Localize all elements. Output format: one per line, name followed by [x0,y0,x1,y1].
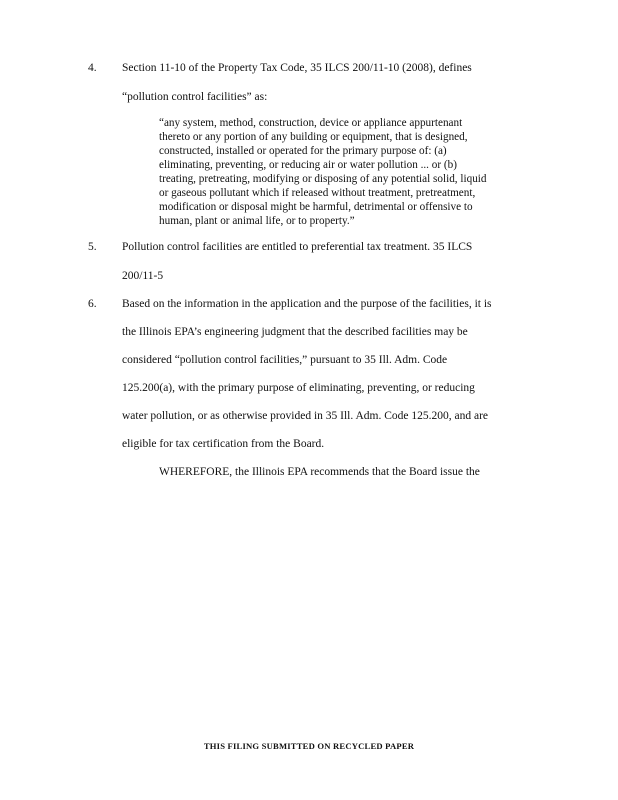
paragraph-line: considered “pollution control facilities,” pursuant to 35 Ill. Adm. Code [122,354,448,366]
quote-line: human, plant or animal life, or to property.” [159,215,355,227]
paragraph-line: water pollution, or as otherwise provided in 35 Ill. Adm. Code 125.200, and are [122,410,489,422]
quote-line: modification or disposal might be harmful, detrimental or offensive to [159,201,473,213]
page-footer: THIS FILING SUBMITTED ON RECYCLED PAPER [203,741,415,751]
paragraph-line: eligible for tax certification from the Board. [122,438,325,450]
paragraph-line: the Illinois EPA’s engineering judgment that the described facilities may be [122,326,468,338]
paragraph-line: 200/11-5 [122,270,164,282]
quote-line: constructed, installed or operated for the primary purpose of: (a) [159,145,447,157]
paragraph-line: Based on the information in the application and the purpose of the facilities, it is [122,298,492,310]
wherefore-line: WHEREFORE, the Illinois EPA recommends that the Board issue the [159,466,480,478]
quote-line: thereto or any portion of any building or equipment, that is designed, [159,131,468,143]
quote-line: “any system, method, construction, device or appliance appurtenant [159,117,463,129]
quote-line: eliminating, preventing, or reducing air or water pollution ... or (b) [159,159,457,171]
paragraph-number: 4. [88,62,97,74]
quote-line: or gaseous pollutant which if released without treatment, pretreatment, [159,187,476,199]
paragraph-line: “pollution control facilities” as: [122,91,268,103]
paragraph-line: Section 11-10 of the Property Tax Code, 35 ILCS 200/11-10 (2008), defines [122,62,472,74]
quote-line: treating, pretreating, modifying or disposing of any potential solid, liquid [159,173,487,185]
paragraph-number: 6. [88,298,97,310]
paragraph-line: 125.200(a), with the primary purpose of eliminating, preventing, or reducing [122,382,475,394]
paragraph-line: Pollution control facilities are entitled to preferential tax treatment. 35 ILCS [122,241,473,253]
paragraph-number: 5. [88,241,97,253]
